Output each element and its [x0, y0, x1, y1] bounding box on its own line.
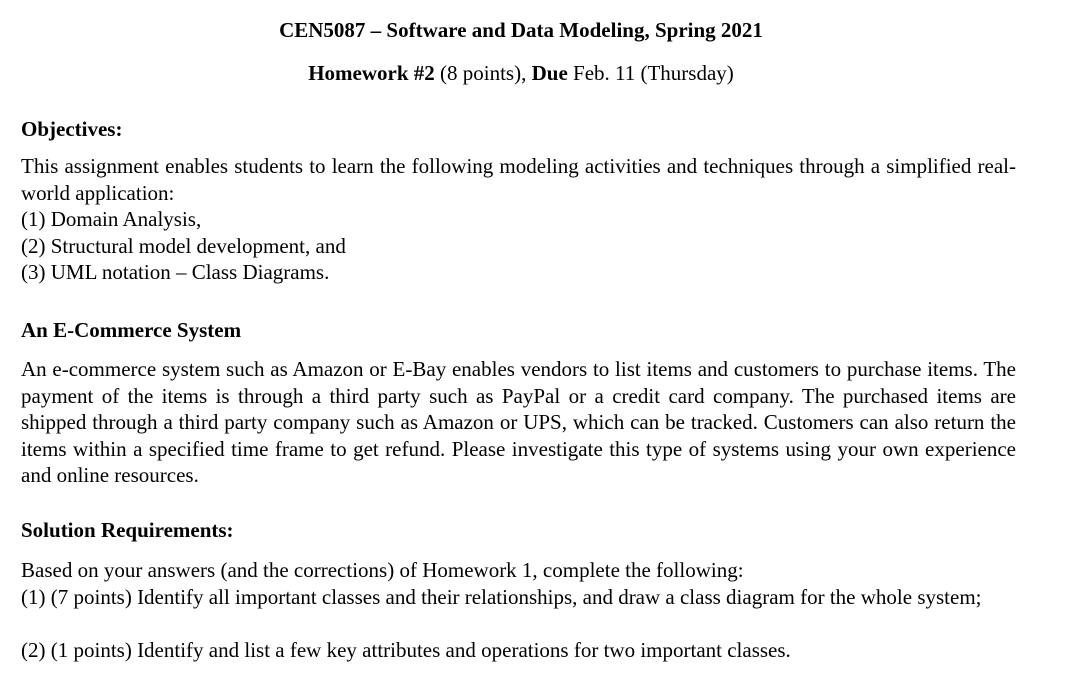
requirement-item-1: (1) (7 points) Identify all important classes and their relationships, and draw a class diagram for the whole system;	[21, 584, 982, 609]
requirements-heading: Solution Requirements:	[21, 518, 234, 542]
objectives-heading: Objectives:	[21, 117, 123, 141]
requirement-item-2: (2) (1 points) Identify and list a few key attributes and operations for two important classes.	[21, 638, 791, 662]
due-date: Feb. 11 (Thursday)	[567, 61, 734, 85]
objective-item-2: (2) Structural model development, and	[21, 233, 346, 258]
homework-subtitle	[21, 59, 1021, 87]
objective-item-1: (1) Domain Analysis,	[21, 207, 202, 231]
document-title: CEN5087 – Software and Data Modeling, Spring 2021	[279, 18, 763, 42]
objective-item-3: (3) UML notation – Class Diagrams.	[21, 260, 330, 284]
system-heading: An E-Commerce System	[21, 318, 242, 342]
system-description: An e-commerce system such as Amazon or E-Bay enables vendors to list items and customers to purchase items. The payment of the items is through a third party such as PayPal or a credit card company. The purchased items are shipped through a third party company such as Amazon or UPS, which can be tracked. Customers can also return the items within a specified time frame to get refund. Please investigate this type of systems using your own experience and online resources.	[21, 357, 1016, 487]
requirements-intro: Based on your answers (and the corrections) of Homework 1, complete the following:	[21, 558, 744, 582]
homework-label: Homework #2	[308, 61, 435, 85]
objectives-intro: This assignment enables students to learn the following modeling activities and techniques through a simplified real-world application:	[21, 154, 1016, 205]
homework-points: (8 points),	[434, 61, 532, 85]
due-label: Due	[531, 61, 568, 85]
